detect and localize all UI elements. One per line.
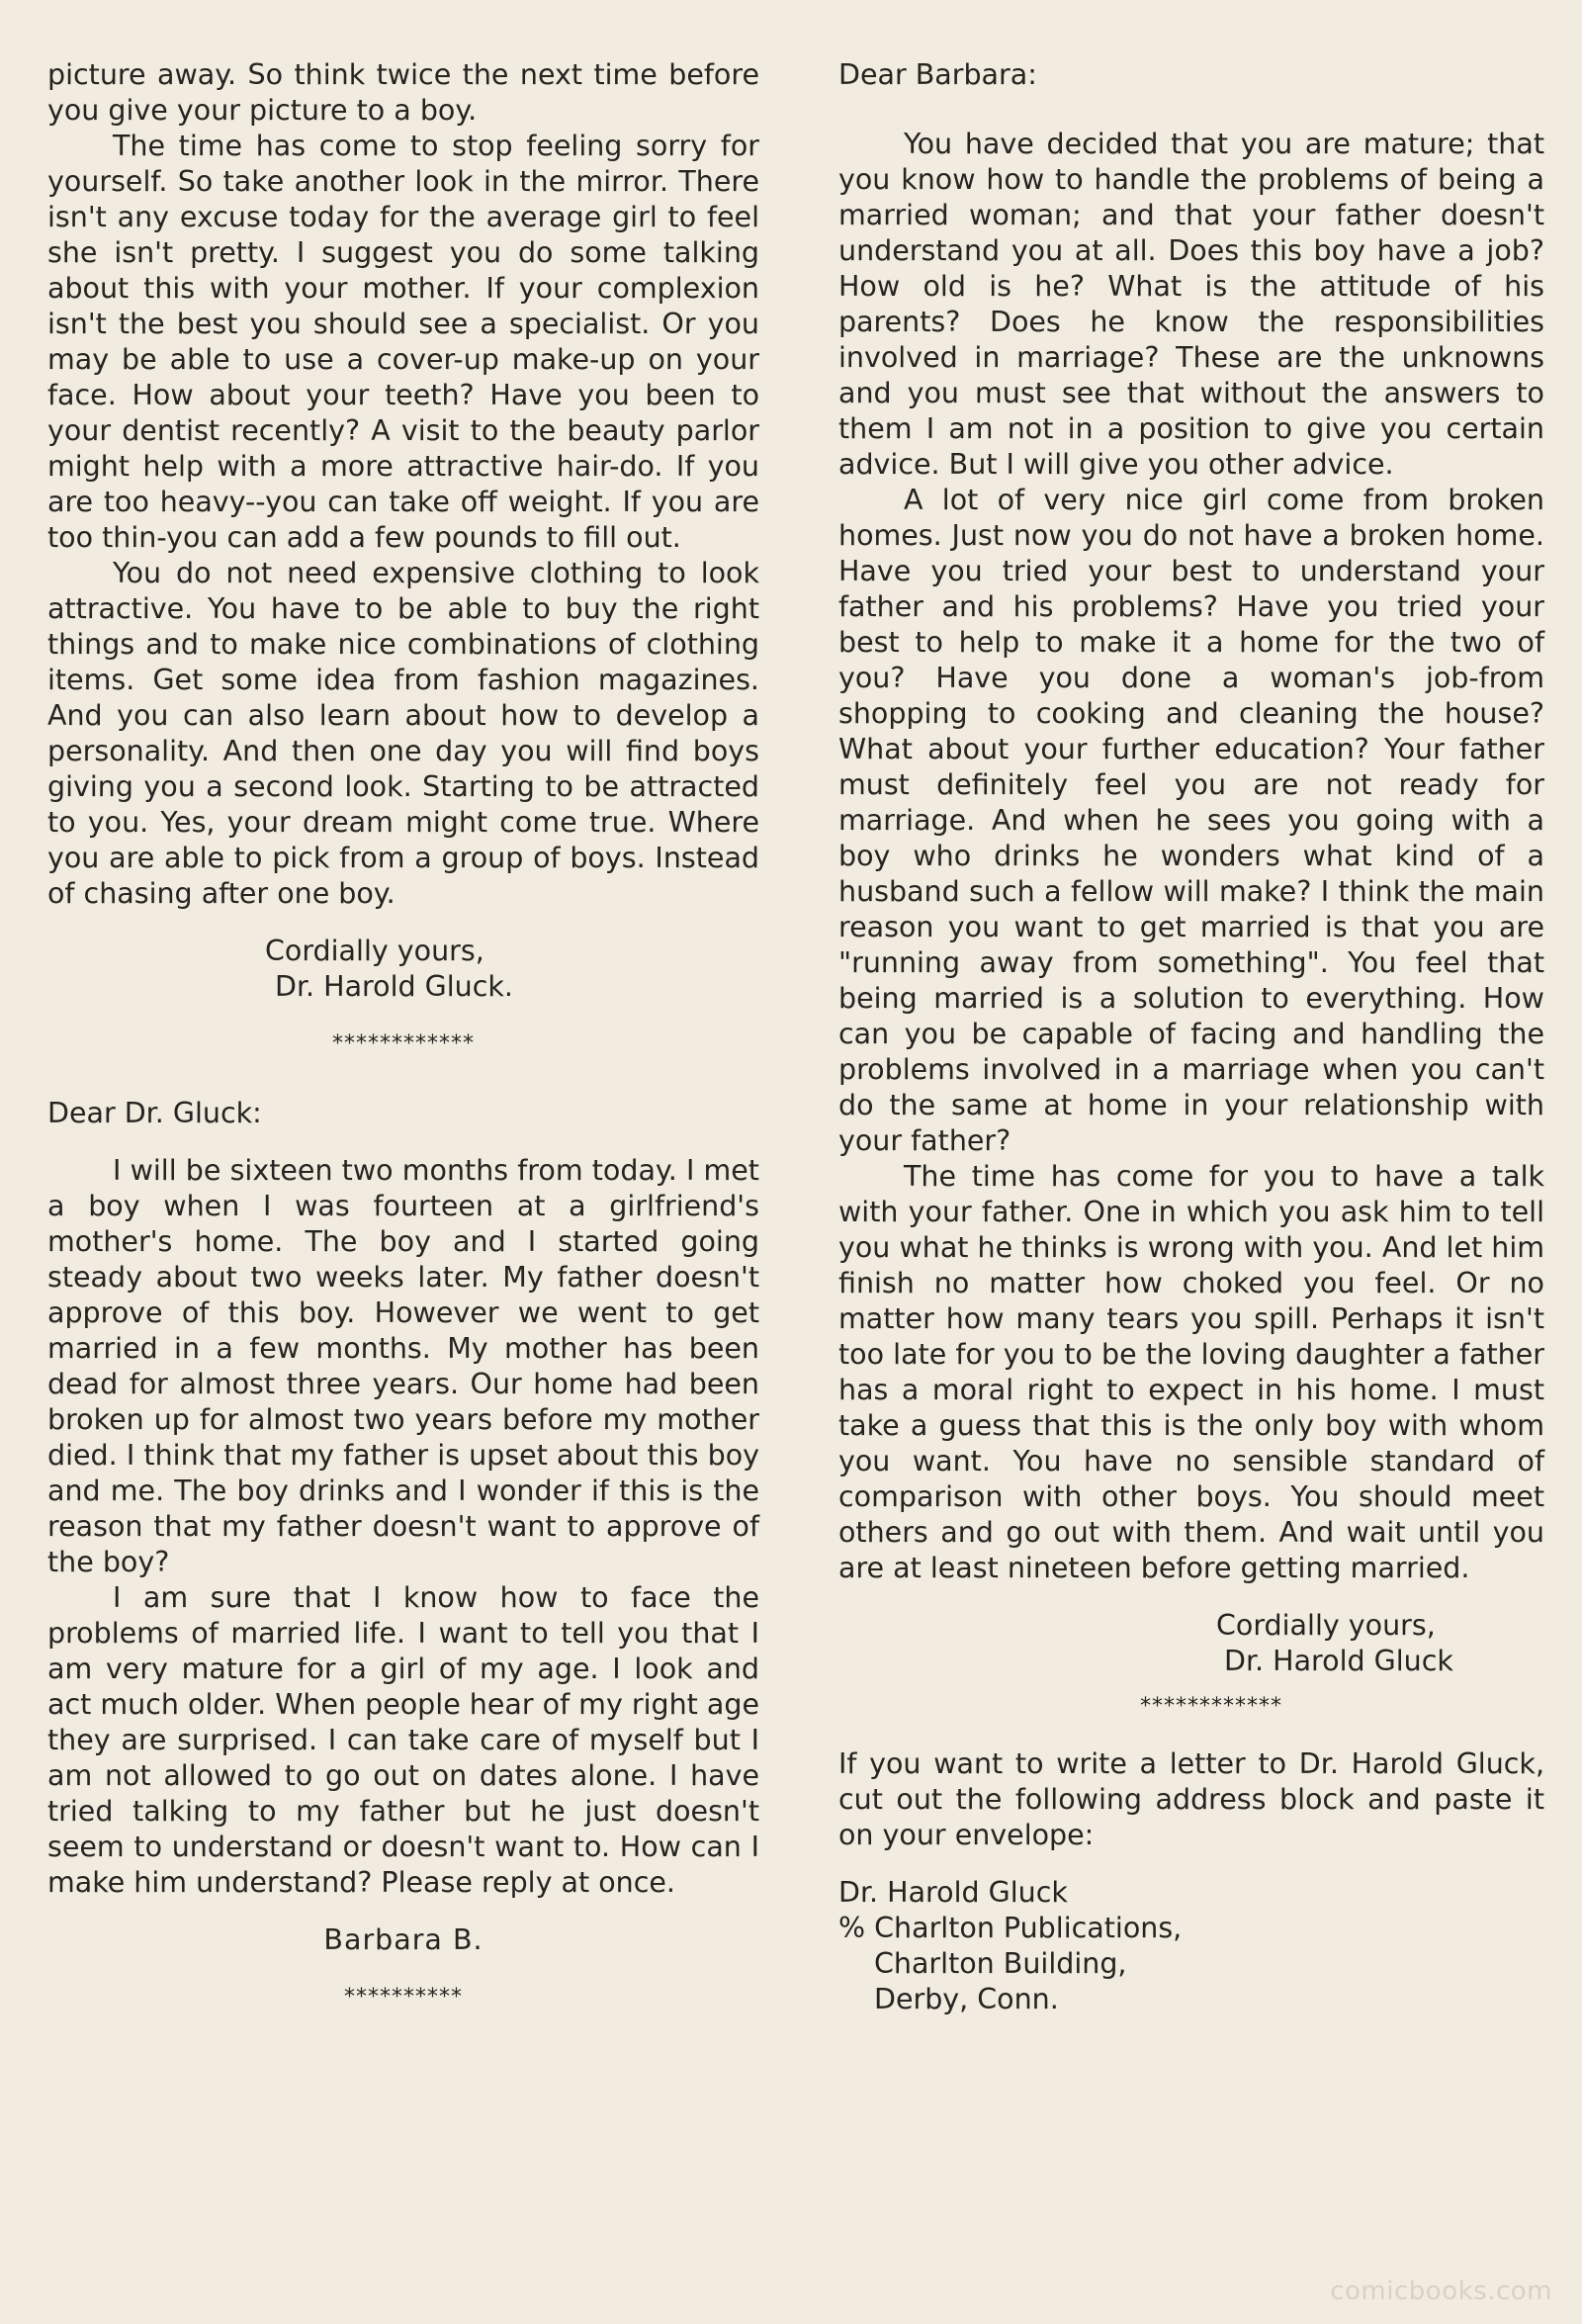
letter-salutation: Dear Dr. Gluck: bbox=[47, 1097, 262, 1129]
address-line-3: Charlton Building, bbox=[874, 1947, 1127, 1980]
left-column bbox=[47, 57, 759, 2015]
address-line-1: Dr. Harold Gluck bbox=[838, 1876, 1068, 1909]
separator-stars-1: ************ bbox=[332, 1031, 475, 1056]
reply-paragraph-1: picture away. So think twice the next time before you give your picture to a boy. bbox=[47, 58, 759, 127]
answer-paragraph-1: You have decided that you are mature; that you know how to handle the problems of being a married woman; and that your father doesn't understand you at all. Does this boy have a job? How old is he? What is the attitude of his parents? Does he know the responsibilities involved in marriage? These are the unknowns and you must see that without the answers to them I am not in a position to give you certain advice. But I will give you other advice. bbox=[838, 128, 1544, 481]
site-watermark: comicbooks.com bbox=[1330, 2277, 1552, 2306]
separator-stars-2: ********** bbox=[344, 1985, 463, 2010]
reply-paragraph-2: The time has come to stop feeling sorry for yourself. So take another look in the mirror. There isn't any excuse today for the average girl to feel she isn't pretty. I suggest you do some talking about this with your mother. If your complexion isn't the best you should see a specialist. Or you may be able to use a cover-up make-up on your face. How about your teeth? Have you been to your dentist recently? A visit to the beauty parlor might help with a more attractive hair-do. If you are too heavy--you can take off weight. If you are too thin-you can add a few pounds to fill out. bbox=[47, 130, 759, 554]
closing-right: Cordially yours, bbox=[1216, 1609, 1436, 1642]
signer-left: Dr. Harold Gluck. bbox=[275, 970, 513, 1003]
answer-paragraph-3: The time has come for you to have a talk with your father. One in which you ask him to tell you what he thinks is wrong with you. And let him finish no matter how choked you feel. Or no matter how many tears you spill. Perhaps it isn't too late for you to be the loving daughter a father has a moral right to expect in his home. I must take a guess that this is the only boy with whom you want. You have no sensible standard of comparison with other boys. You should meet others and go out with them. And wait until you are at least nineteen before getting married. bbox=[838, 1160, 1544, 1584]
letter-paragraph-1: I will be sixteen two months from today. I met a boy when I was fourteen at a girlfriend's mother's home. The boy and I started going steady about two weeks later. My father doesn't approve of this boy. However we went to get married in a few months. My mother has been dead for almost three years. Our home had been broken up for almost two years before my mother died. I think that my father is upset about this boy and me. The boy drinks and I wonder if this is the reason that my father doesn't want to approve of the boy? bbox=[47, 1154, 759, 1578]
address-line-2: % Charlton Publications, bbox=[838, 1912, 1183, 1944]
right-column bbox=[838, 57, 1544, 2017]
closing-left: Cordially yours, bbox=[265, 935, 484, 967]
address-line-4: Derby, Conn. bbox=[874, 1983, 1059, 2015]
answer-paragraph-2: A lot of very nice girl come from broken homes. Just now you do not have a broken home. Have you tried your best to understand your father and his problems? Have you tried your best to help to make it a home for the two of you? Have you done a woman's job-from shopping to cooking and cleaning the house? What about your further education? Your father must definitely feel you are not ready for marriage. And when he sees you going with a boy who drinks he wonders what kind of a husband such a fellow will make? I think the main reason you want to get married is that you are "running away from something". You feel that being married is a solution to everything. How can you be capable of facing and handling the problems involved in a marriage when you can't do the same at home in your relationship with your father? bbox=[838, 484, 1544, 1157]
address-instructions: If you want to write a letter to Dr. Harold Gluck, cut out the following address block and paste it on your envelope: bbox=[838, 1747, 1544, 1851]
separator-stars-3: ************ bbox=[1140, 1694, 1282, 1719]
reply-paragraph-3: You do not need expensive clothing to look attractive. You have to be able to buy the right things and to make nice combinations of clothing items. Get some idea from fashion magazines. And you can also learn about how to develop a personality. And then one day you will find boys giving you a second look. Starting to be attracted to you. Yes, your dream might come true. Where you are able to pick from a group of boys. Instead of chasing after one boy. bbox=[47, 557, 759, 910]
letter-paragraph-2: I am sure that I know how to face the problems of married life. I want to tell you that I am very mature for a girl of my age. I look and act much older. When people hear of my right age they are surprised. I can take care of myself but I am not allowed to go out on dates alone. I have tried talking to my father but he just doesn't seem to understand or doesn't want to. How can I make him understand? Please reply at once. bbox=[47, 1581, 759, 1899]
letter-writer: Barbara B. bbox=[323, 1923, 483, 1956]
reply-salutation: Dear Barbara: bbox=[838, 58, 1037, 91]
signer-right: Dr. Harold Gluck bbox=[1224, 1645, 1453, 1677]
